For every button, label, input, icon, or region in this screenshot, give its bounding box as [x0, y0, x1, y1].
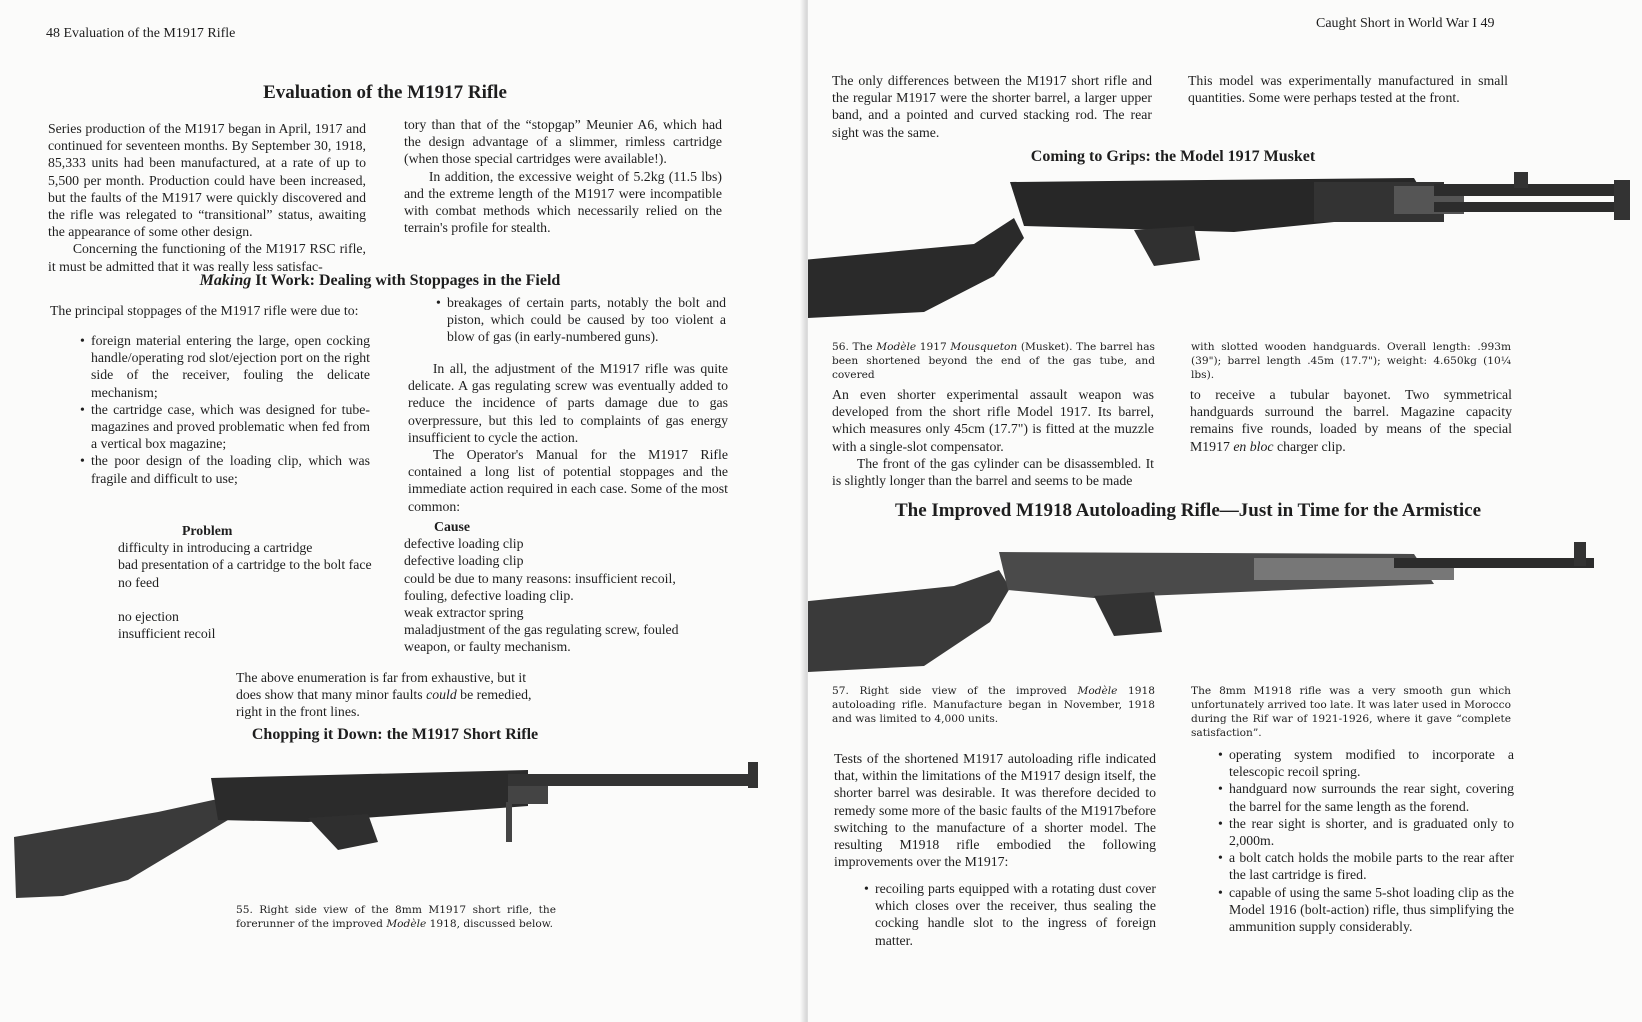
improvements-list-2	[1218, 746, 1514, 935]
table-cell: difficulty in introducing a cartridge	[118, 540, 313, 556]
assault-column-1	[832, 386, 1154, 489]
m1918-tests-paragraph: Tests of the shortened M1917 autoloading rifle indicated that, within the limitations of the M1917 design itself, the shorter barrel was desirable. It was therefore decided to remedy some more of the basic faults of the M1917before switching to the manufacture of a shorter model. The resulting M1918 rifle embodied the following improvements over the M1917:	[834, 751, 1156, 870]
assault-text: to receive a tubular bayonet. Two symmetrical handguards surround the barrel. Magazine capacity remains five rounds, loaded by means of the special M1917	[1190, 387, 1512, 454]
short-rifle-heading: Chopping it Down: the M1917 Short Rifle	[251, 726, 539, 743]
table-header-cause: Cause	[434, 519, 471, 534]
list-item: • a bolt catch holds the mobile parts to the rear after the last cartridge is fired.	[1218, 849, 1514, 883]
table-cell: defective loading clip	[404, 553, 524, 569]
intro-paragraph: tory than that of the “stopgap” Meunier A6, which had the design advantage of a slimmer, rimless cartridge (when those special cartridges were available!).	[404, 117, 722, 167]
table-cell: no ejection	[118, 609, 179, 624]
table-cell: weapon, or faulty mechanism.	[404, 639, 571, 655]
list-item: • the poor design of the loading clip, which was fragile and difficult to use;	[80, 452, 370, 486]
short-rifle-column-2: This model was experimentally manufactured in small quantities. Some were perhaps tested at the front.	[1188, 73, 1508, 106]
caption-57-continued: The 8mm M1918 rifle was a very smooth gun which unfortunately arrived too late. It was later used in Morocco during the Rif war of 1921-1926, where it gave “complete satisfaction”.	[1191, 685, 1511, 739]
table-cause-column	[404, 518, 679, 656]
short-rifle-photo	[8, 762, 778, 902]
list-item: • handguard now surrounds the rear sight, covering the barrel for the same length as the forend.	[1218, 780, 1514, 814]
caption-text: 1918, discussed below.	[426, 918, 553, 930]
list-item: • the rear sight is shorter, and is graduated only to 2,000m.	[1218, 815, 1514, 849]
caption-text: 57. Right side view of the improved	[832, 685, 1078, 697]
caption-italic: Modèle	[1077, 685, 1118, 697]
assault-paragraph: The front of the gas cylinder can be disassembled. It is slightly longer than the barrel and seems to be made	[832, 455, 1154, 489]
stoppages-conclusion	[236, 669, 554, 721]
stoppages-list-1	[80, 332, 370, 487]
assault-paragraph: An even shorter experimental assault weapon was developed from the short rifle Model 1917. Its barrel, which measures only 45cm (17.7") is fitted at the muzzle with a single-slot compensator.	[832, 387, 1154, 454]
caption-56	[832, 340, 1155, 382]
intro-column-2	[404, 116, 722, 236]
table-header-problem: Problem	[182, 523, 233, 538]
list-item: • recoiling parts equipped with a rotating dust cover which closes over the receiver, thus sealing the cocking handle slot to the ingress of foreign matter.	[864, 880, 1156, 949]
stoppages-paragraph: The Operator's Manual for the M1917 Rifle contained a long list of potential stoppages and the immediate action required in each case. Some of the most common:	[408, 447, 728, 514]
caption-italic: Mousqueton	[950, 341, 1018, 353]
caption-italic: Modèle	[386, 918, 427, 930]
table-cell: no feed	[118, 574, 159, 590]
list-item: • the cartridge case, which was designed for tube-magazines and proved problematic when fed from a vertical box magazine;	[80, 401, 370, 453]
conclusion-italic: could	[426, 687, 457, 703]
assault-italic: en bloc	[1233, 438, 1274, 454]
caption-57	[832, 684, 1155, 726]
caption-text: 56. The	[832, 341, 877, 353]
intro-paragraph: Concerning the functioning of the M1917 RSC rifle, it must be admitted that it was really less satisfac-	[48, 241, 366, 274]
table-cell: weak extractor spring	[404, 605, 524, 621]
assault-column-2	[1190, 386, 1512, 455]
caption-italic: Modèle	[876, 341, 917, 353]
caption-56-continued: with slotted wooden handguards. Overall length: .993m (39"); barrel length .45m (17.7"); weight: 4.650kg (10¼ lbs).	[1191, 341, 1511, 381]
short-rifle-column-1: The only differences between the M1917 short rifle and the regular M1917 were the shorter barrel, a larger upper band, and a pointed and curved stacking rod. The rear sight was the same.	[832, 73, 1152, 140]
right-running-head: Caught Short in World War I 49	[1316, 16, 1495, 31]
caption-text: (Musket). The barrel has been shortened beyond the end of the gas tube, and covered	[832, 341, 1155, 381]
table-cell: insufficient recoil	[118, 626, 216, 642]
m1918-heading: The Improved M1918 Autoloading Rifle—Just in Time for the Armistice	[894, 500, 1481, 521]
table-cell: bad presentation of a cartridge to the bolt face	[118, 557, 372, 573]
list-item: • operating system modified to incorporate a telescopic recoil spring.	[1218, 746, 1514, 780]
list-item: • foreign material entering the large, open cocking handle/operating rod slot/ejection port on the right side of the receiver, fouling the delicate mechanism;	[80, 332, 370, 401]
table-cell: defective loading clip	[404, 536, 524, 552]
table-cell: could be due to many reasons: insufficient recoil,	[404, 570, 676, 586]
stoppages-heading-italic: Making	[199, 272, 252, 289]
stoppages-heading	[160, 272, 600, 290]
table-cell: fouling, defective loading clip.	[404, 587, 574, 603]
caption-text: 55. Right side view of the 8mm M1917 short rifle, the forerunner of the improved	[236, 904, 556, 930]
intro-paragraph: Series production of the M1917 began in April, 1917 and continued for seventeen months. By September 30, 1918, 85,333 units had been manufactured, at a rate of up to 5,500 per month. Production could have been increased, but the faults of the M1917 were quickly discovered and the rifle was relegated to “transitional” status, awaiting the appearance of some other design.	[48, 121, 366, 240]
conclusion-text: The above enumeration is far from exhaustive, but it does show that many minor faults	[236, 670, 527, 703]
stoppages-list-2	[436, 294, 726, 346]
intro-column-1	[48, 120, 366, 275]
caption-text: 1918 autoloading rifle. Manufacture began in November, 1918 and was limited to 4,000 units.	[832, 685, 1156, 725]
table-cell: maladjustment of the gas regulating screw, fouled	[404, 622, 679, 638]
list-item: • capable of using the same 5-shot loading clip as the Model 1916 (bolt-action) rifle, thus simplifying the ammunition supply considerably.	[1218, 884, 1514, 936]
caption-55	[236, 903, 556, 931]
m1918-photo	[808, 540, 1594, 680]
left-running-head: 48 Evaluation of the M1917 Rifle	[46, 26, 236, 41]
stoppages-paragraph: In all, the adjustment of the M1917 rifle was quite delicate. A gas regulating screw was eventually added to reduce the incidence of parts damage due to gas overpressure, but this led to complaints of gas energy insufficient to cycle the action.	[408, 361, 728, 445]
caption-text: 1917	[916, 341, 951, 353]
list-item: • breakages of certain parts, notably the bolt and piston, which could be caused by too violent a blow of gas (in early-numbered guns).	[436, 294, 726, 346]
musket-photo	[808, 172, 1634, 337]
stoppages-column-2	[408, 360, 728, 515]
table-cell	[118, 591, 372, 608]
right-page	[808, 0, 1642, 1022]
assault-text: charger clip.	[1273, 438, 1346, 454]
table-problem-column	[118, 522, 372, 642]
musket-heading: Coming to Grips: the Model 1917 Musket	[1030, 148, 1316, 165]
left-page	[0, 0, 808, 1022]
improvements-list-1	[864, 880, 1156, 949]
intro-paragraph: In addition, the excessive weight of 5.2kg (11.5 lbs) and the extreme length of the M1917 were incompatible with combat methods which necessarily relied on the terrain's profile for stealth.	[404, 168, 722, 236]
left-section-title: Evaluation of the M1917 Rifle	[263, 82, 507, 103]
conclusion-text: be remedied, right in the front lines.	[236, 687, 532, 720]
stoppages-heading-rest: It Work: Dealing with Stoppages in the Field	[251, 272, 561, 289]
stoppages-intro: The principal stoppages of the M1917 rifle were due to:	[50, 303, 359, 318]
